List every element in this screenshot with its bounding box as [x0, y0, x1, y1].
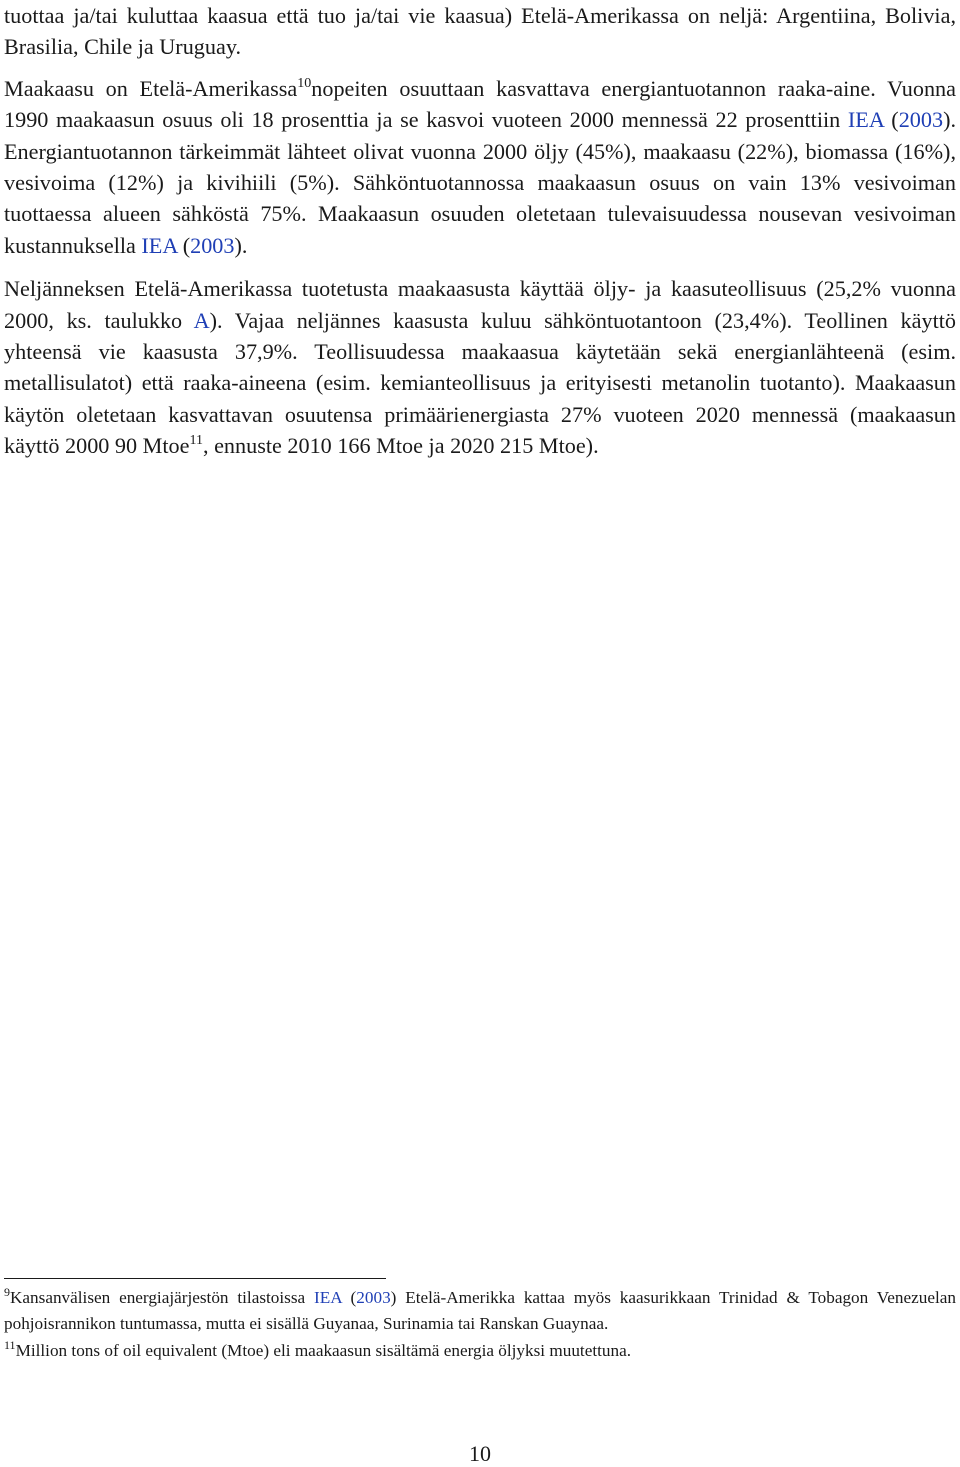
paragraph-2 [4, 73, 956, 261]
page-number: 10 [469, 1441, 491, 1466]
citation-paren: ( [177, 232, 191, 258]
citation-year-link[interactable]: 2003 [356, 1288, 391, 1307]
footnote-9-text-b: ) Etelä-Amerikka kattaa myös kaasurikkaan Trinidad & Tobagon Venezuelan pohjoisrannikon tuntumassa, mutta ei sisällä Guyanaa, Surinamia tai Ranskan Guaynaa. [4, 1288, 956, 1334]
footnote-ref-11[interactable]: 11 [189, 433, 203, 449]
footnote-9 [4, 1285, 956, 1338]
table-ref-link[interactable]: A [193, 307, 210, 333]
paragraph-2-text-b: nopeiten osuuttaan kasvattava energiantuotannon raaka-aine. Vuonna 1990 maakaasun osuus oli 18 prosenttia ja se kasvoi vuoteen 2000 mennessä 22 prosenttiin [4, 75, 956, 133]
paragraph-2-text-c: ). Energiantuotannon tärkeimmät lähteet olivat vuonna 2000 öljy (45%), maakaasu (22%), biomassa (16%), vesivoima (12%) ja kivihiili (5%). Sähköntuotannossa maakaasun osuus on vain 13% vesivoiman tuottaessa alueen sähköstä 75%. Maakaasun osuuden oletetaan tulevaisuudessa nousevan vesivoiman kustannuksella [4, 107, 956, 258]
citation-iea-link[interactable]: IEA [141, 232, 178, 258]
paragraph-1-text: tuottaa ja/tai kuluttaa kaasua että tuo ja/tai vie kaasua) Etelä-Amerikassa on neljä: Argentiina, Bolivia, Brasilia, Chile ja Uruguay. [4, 3, 956, 60]
paragraph-3-text-c: , ennuste 2010 166 Mtoe ja 2020 215 Mtoe). [202, 433, 599, 459]
citation-paren: ( [883, 107, 899, 133]
footnotes [4, 1285, 956, 1364]
footnote-mark-9: 9 [4, 1285, 10, 1299]
citation-iea-link[interactable]: IEA [847, 107, 884, 133]
body-text [4, 0, 956, 462]
paragraph-3-text-a: Neljänneksen Etelä-Amerikassa tuotetusta maakaasusta käyttää öljy- ja kaasuteollisuus (25,2% vuonna 2000, ks. taulukko [4, 276, 956, 333]
paragraph-3-text-b: ). Vajaa neljännes kaasusta kuluu sähköntuotantoon (23,4%). Teollinen käyttö yhteensä vie kaasusta 37,9%. Teollisuudessa maakaasua käytetään sekä energianlähteenä (esim. metallisulatot) että raaka-aineena (esim. kemianteollisuus ja erityisesti metanolin tuotanto). Maakaasun käytön oletetaan kasvattavan osuutensa primäärienergiasta 27% vuoteen 2020 mennessä (maakaasun käyttö 2000 90 Mtoe [4, 307, 956, 459]
paragraph-1 [4, 0, 956, 63]
footnote-9-text-a: Kansanvälisen energiajärjestön tilastoissa [10, 1288, 315, 1307]
paragraph-3 [4, 273, 956, 461]
footnote-mark-11: 11 [4, 1337, 16, 1352]
citation-year-link[interactable]: 2003 [898, 107, 944, 133]
paragraph-2-text-d: ). [234, 232, 248, 258]
footnote-divider [4, 1278, 386, 1279]
footnote-11-text: Million tons of oil equivalent (Mtoe) eli maakaasun sisältämä energia öljyksi muutettuna. [15, 1340, 631, 1360]
footnote-ref-10[interactable]: 10 [297, 75, 312, 91]
footnote-11 [4, 1338, 956, 1364]
paragraph-2-text-a: Maakaasu on Etelä-Amerikassa [4, 75, 298, 101]
citation-iea-link[interactable]: IEA [314, 1288, 342, 1307]
citation-paren: ( [341, 1288, 357, 1307]
citation-year-link[interactable]: 2003 [190, 232, 235, 258]
